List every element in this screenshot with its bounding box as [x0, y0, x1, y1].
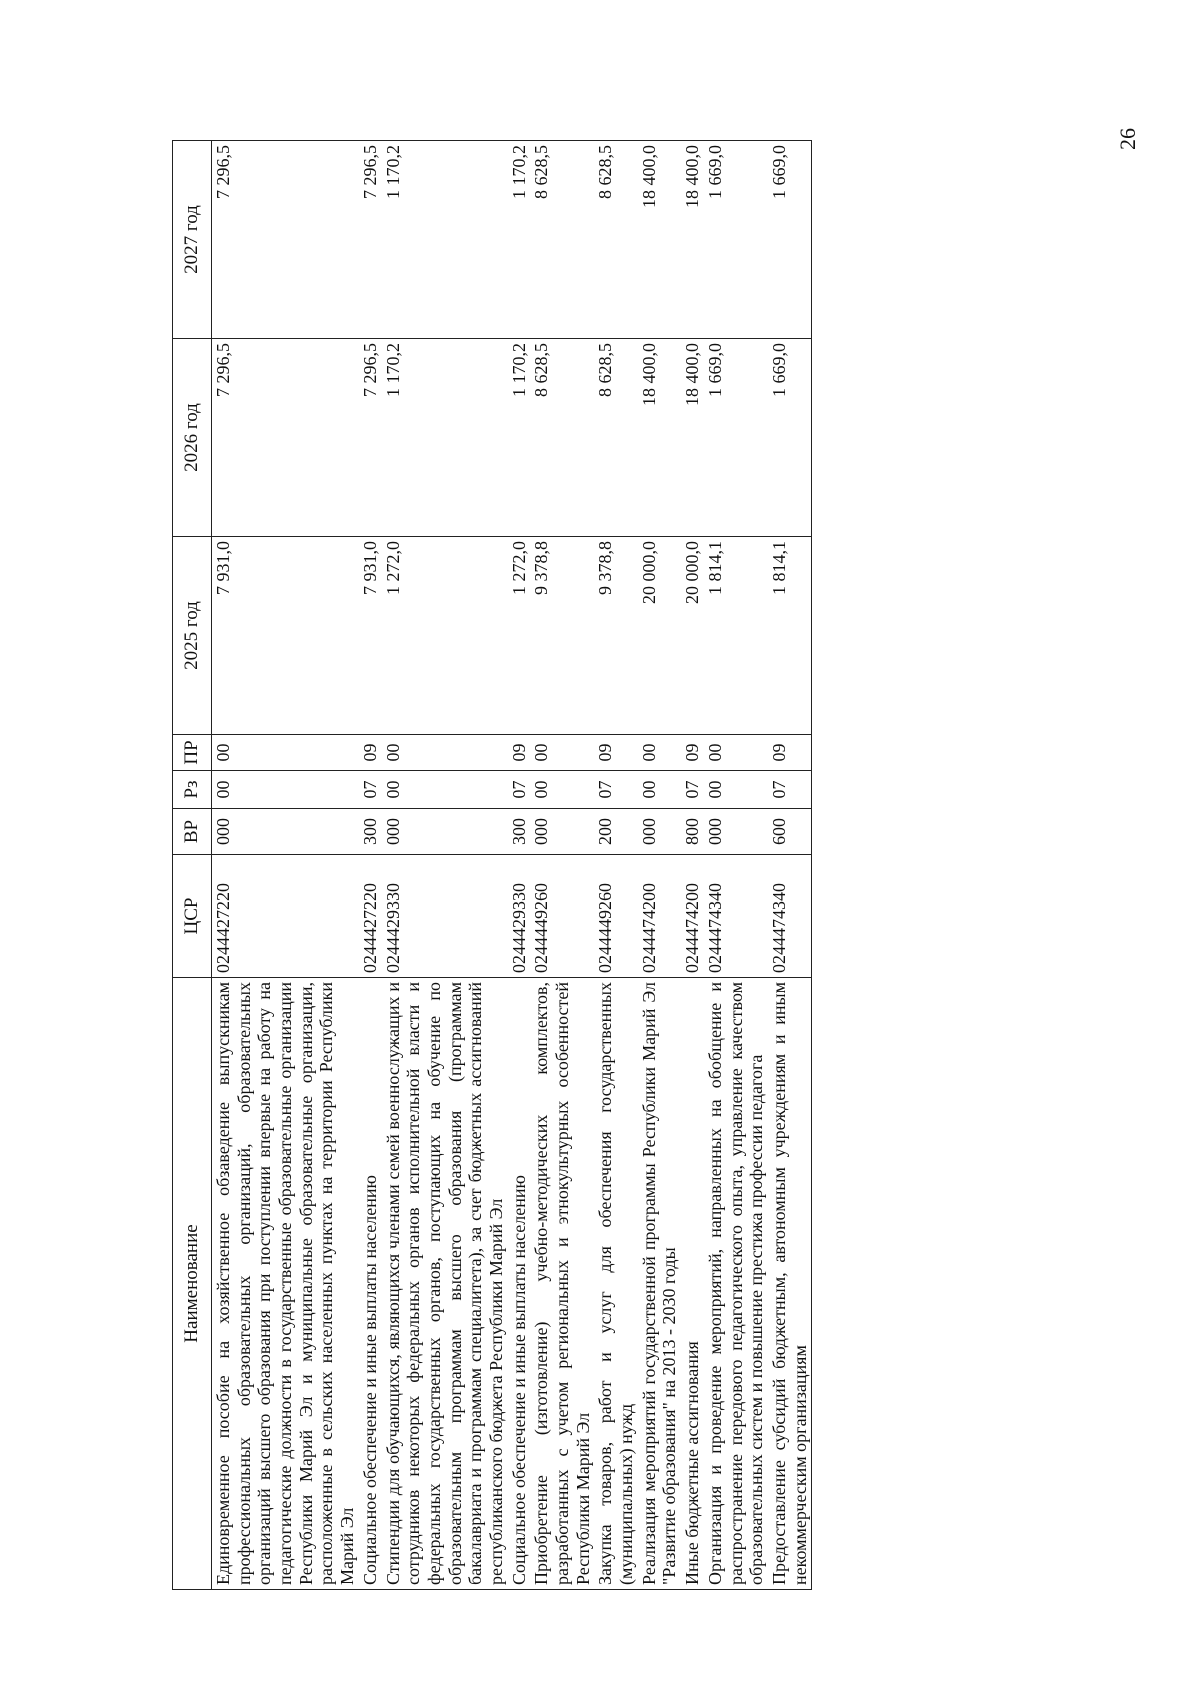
row-vr: 200 — [594, 809, 637, 855]
row-pr: 00 — [212, 735, 359, 771]
row-2026: 8 628,5 — [594, 339, 637, 537]
row-csr: 0244474200 — [638, 855, 681, 978]
table-header-row — [173, 141, 212, 1590]
row-vr: 000 — [530, 809, 594, 855]
row-2027: 1 669,0 — [704, 141, 768, 339]
row-2026: 1 170,2 — [508, 339, 531, 537]
row-vr: 000 — [382, 809, 508, 855]
row-pr: 09 — [681, 735, 704, 771]
row-csr: 0244429330 — [382, 855, 508, 978]
row-name: Социальное обеспечение и иные выплаты населению — [508, 978, 531, 1590]
row-2026: 18 400,0 — [638, 339, 681, 537]
header-2027: 2027 год — [173, 141, 212, 339]
row-2025: 7 931,0 — [359, 537, 382, 735]
row-pr: 00 — [530, 735, 594, 771]
row-vr: 800 — [681, 809, 704, 855]
row-name: Единовременное пособие на хозяйственное обзаведение выпускникам профессиональных образовательных организаций, образовательных организаций высшего образования при поступлении впервые на работу на педагогические должности в государственные образовательные организации Республики Марий Эл и муниципальные образовательные организации, расположенные в сельских населенных пунктах на территории Республики Марий Эл — [212, 978, 359, 1590]
row-2027: 7 296,5 — [359, 141, 382, 339]
row-2027: 8 628,5 — [530, 141, 594, 339]
row-2026: 7 296,5 — [359, 339, 382, 537]
table-row — [704, 141, 768, 1590]
row-csr: 0244449260 — [594, 855, 637, 978]
row-2026: 1 669,0 — [768, 339, 812, 537]
row-2025: 1 272,0 — [508, 537, 531, 735]
row-csr: 0244427220 — [359, 855, 382, 978]
row-rz: 07 — [768, 771, 812, 809]
table-row — [638, 141, 681, 1590]
row-2026: 18 400,0 — [681, 339, 704, 537]
table-row — [508, 141, 531, 1590]
row-2027: 1 669,0 — [768, 141, 812, 339]
row-vr: 300 — [508, 809, 531, 855]
row-rz: 00 — [212, 771, 359, 809]
row-2027: 8 628,5 — [594, 141, 637, 339]
row-vr: 000 — [638, 809, 681, 855]
row-2027: 1 170,2 — [382, 141, 508, 339]
row-vr: 000 — [212, 809, 359, 855]
row-2025: 1 814,1 — [704, 537, 768, 735]
row-2027: 1 170,2 — [508, 141, 531, 339]
row-pr: 09 — [359, 735, 382, 771]
table-row — [530, 141, 594, 1590]
budget-table-container — [172, 140, 812, 1590]
table-row — [382, 141, 508, 1590]
row-2025: 1 814,1 — [768, 537, 812, 735]
row-name: Социальное обеспечение и иные выплаты населению — [359, 978, 382, 1590]
row-2025: 20 000,0 — [638, 537, 681, 735]
table-row — [594, 141, 637, 1590]
row-csr: 0244427220 — [212, 855, 359, 978]
table-row — [212, 141, 359, 1590]
row-2026: 1 170,2 — [382, 339, 508, 537]
row-vr: 600 — [768, 809, 812, 855]
budget-table — [172, 140, 812, 1590]
header-2026: 2026 год — [173, 339, 212, 537]
table-row — [681, 141, 704, 1590]
row-rz: 00 — [704, 771, 768, 809]
row-csr: 0244429330 — [508, 855, 531, 978]
row-name: Стипендии для обучающихся, являющихся членами семей военнослужащих и сотрудников некоторых федеральных органов исполнительной власти и федеральных государственных органов, поступающих на обучение по образовательным программам высшего образования (программам бакалавриата и программам специалитета), за счет бюджетных ассигнований республиканского бюджета Республики Марий Эл — [382, 978, 508, 1590]
page-number: 26 — [1115, 128, 1140, 150]
row-csr: 0244474200 — [681, 855, 704, 978]
row-csr: 0244449260 — [530, 855, 594, 978]
row-rz: 00 — [530, 771, 594, 809]
row-pr: 00 — [382, 735, 508, 771]
row-2025: 7 931,0 — [212, 537, 359, 735]
table-row — [768, 141, 812, 1590]
row-2025: 9 378,8 — [594, 537, 637, 735]
row-2025: 1 272,0 — [382, 537, 508, 735]
row-pr: 09 — [594, 735, 637, 771]
header-vr: ВР — [173, 809, 212, 855]
row-2026: 7 296,5 — [212, 339, 359, 537]
row-pr: 00 — [704, 735, 768, 771]
row-pr: 09 — [508, 735, 531, 771]
row-rz: 07 — [359, 771, 382, 809]
header-rz: Рз — [173, 771, 212, 809]
row-vr: 000 — [704, 809, 768, 855]
row-rz: 07 — [594, 771, 637, 809]
row-name: Приобретение (изготовление) учебно-методических комплектов, разработанных с учетом региональных и этнокультурных особенностей Республики Марий Эл — [530, 978, 594, 1590]
row-rz: 07 — [508, 771, 531, 809]
row-rz: 07 — [681, 771, 704, 809]
header-name: Наименование — [173, 978, 212, 1590]
row-2026: 8 628,5 — [530, 339, 594, 537]
row-csr: 0244474340 — [768, 855, 812, 978]
row-pr: 00 — [638, 735, 681, 771]
row-name: Закупка товаров, работ и услуг для обеспечения государственных (муниципальных) нужд — [594, 978, 637, 1590]
row-2027: 18 400,0 — [681, 141, 704, 339]
row-name: Организация и проведение мероприятий, направленных на обобщение и распространение передового педагогического опыта, управление качеством образовательных систем и повышение престижа профессии педагога — [704, 978, 768, 1590]
header-csr: ЦСР — [173, 855, 212, 978]
row-2027: 18 400,0 — [638, 141, 681, 339]
header-2025: 2025 год — [173, 537, 212, 735]
row-2027: 7 296,5 — [212, 141, 359, 339]
row-2025: 20 000,0 — [681, 537, 704, 735]
row-pr: 09 — [768, 735, 812, 771]
table-row — [359, 141, 382, 1590]
row-name: Иные бюджетные ассигнования — [681, 978, 704, 1590]
row-csr: 0244474340 — [704, 855, 768, 978]
row-2026: 1 669,0 — [704, 339, 768, 537]
row-2025: 9 378,8 — [530, 537, 594, 735]
row-rz: 00 — [638, 771, 681, 809]
header-pr: ПР — [173, 735, 212, 771]
row-vr: 300 — [359, 809, 382, 855]
row-name: Предоставление субсидий бюджетным, автономным учреждениям и иным некоммерческим организациям — [768, 978, 812, 1590]
row-rz: 00 — [382, 771, 508, 809]
row-name: Реализация мероприятий государственной программы Республики Марий Эл "Развитие образования" на 2013 - 2030 годы — [638, 978, 681, 1590]
